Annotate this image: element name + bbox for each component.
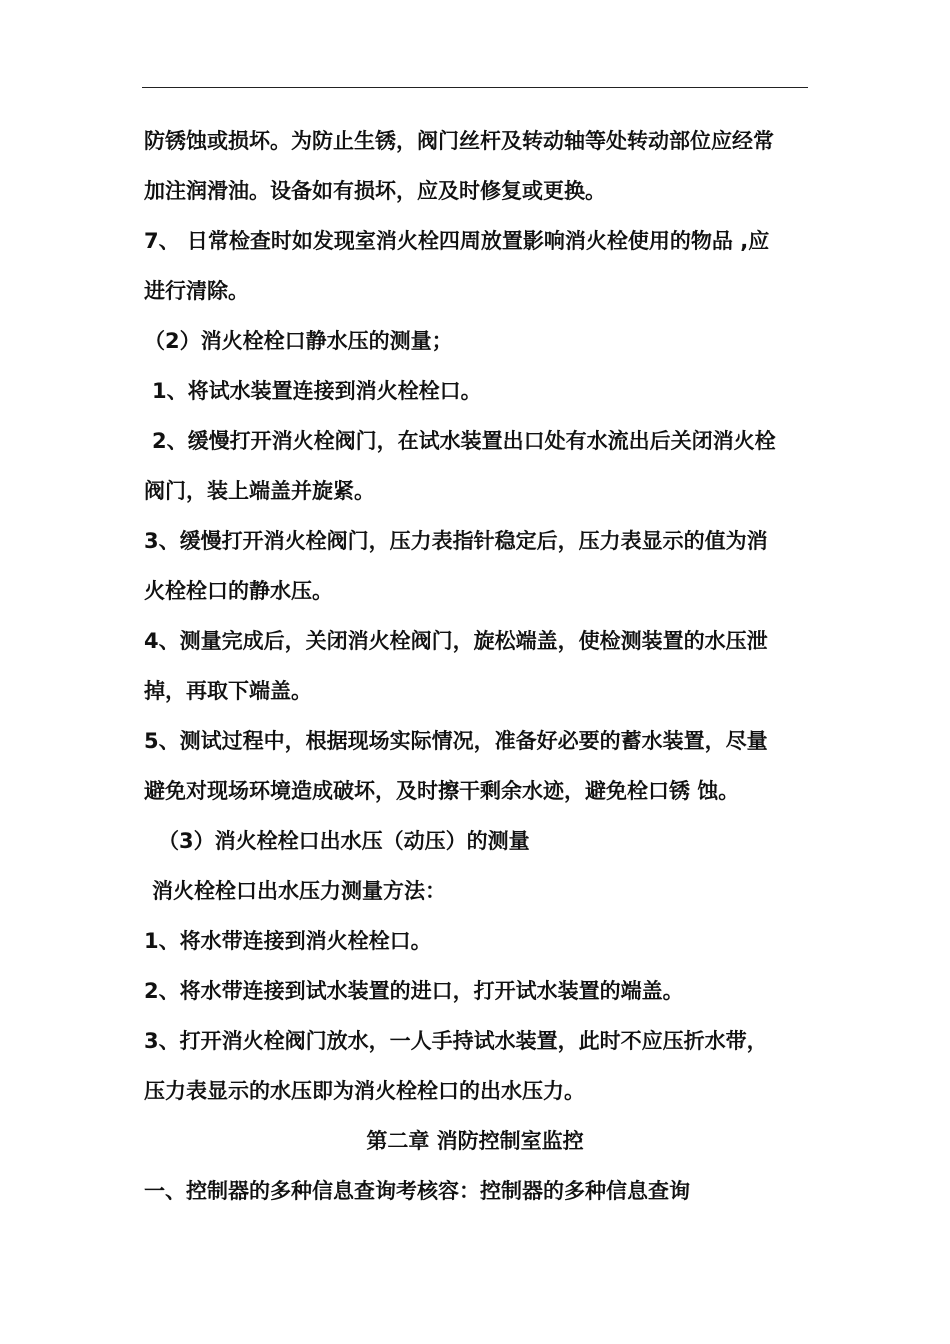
- text-line: 阀门，装上端盖并旋紧。: [144, 479, 375, 503]
- text-line: 压力表显示的水压即为消火栓栓口的出水压力。: [144, 1079, 585, 1103]
- text-line: 消火栓栓口出水压力测量方法：: [152, 879, 446, 903]
- text-line: 1、将试水装置连接到消火栓栓口。: [152, 379, 482, 403]
- chapter-title: 第二章 消防控制室监控: [366, 1129, 584, 1153]
- text-line: 1、将水带连接到消火栓栓口。: [144, 929, 432, 953]
- section-heading: （3）消火栓栓口出水压（动压）的测量: [158, 829, 530, 853]
- text-line: 3、缓慢打开消火栓阀门，压力表指针稳定后，压力表显示的值为消: [144, 529, 768, 553]
- section-heading: 一、控制器的多种信息查询考核容：控制器的多种信息查询: [144, 1179, 690, 1203]
- text-line: 4、测量完成后，关闭消火栓阀门，旋松端盖，使检测装置的水压泄: [144, 629, 768, 653]
- text-line: 加注润滑油。设备如有损坏，应及时修复或更换。: [144, 179, 606, 203]
- text-line: 避免对现场环境造成破坏，及时擦干剩余水迹，避免栓口锈 蚀。: [144, 779, 740, 803]
- text-line: 火栓栓口的静水压。: [144, 579, 333, 603]
- header-rule: [142, 87, 808, 88]
- text-line: 3、打开消火栓阀门放水，一人手持试水装置，此时不应压折水带，: [144, 1029, 768, 1053]
- text-line: 2、缓慢打开消火栓阀门，在试水装置出口处有水流出后关闭消火栓: [152, 429, 776, 453]
- section-heading: （2）消火栓栓口静水压的测量；: [144, 329, 453, 353]
- text-line: 掉，再取下端盖。: [144, 679, 312, 703]
- text-line: 2、将水带连接到试水装置的进口，打开试水装置的端盖。: [144, 979, 684, 1003]
- text-line: 进行清除。: [144, 279, 249, 303]
- text-line: 7、 日常检查时如发现室消火栓四周放置影响消火栓使用的物品 ,应: [144, 229, 770, 253]
- text-line: 5、测试过程中，根据现场实际情况，准备好必要的蓄水装置，尽量: [144, 729, 768, 753]
- text-line: 防锈蚀或损坏。为防止生锈，阀门丝杆及转动轴等处转动部位应经常: [144, 129, 774, 153]
